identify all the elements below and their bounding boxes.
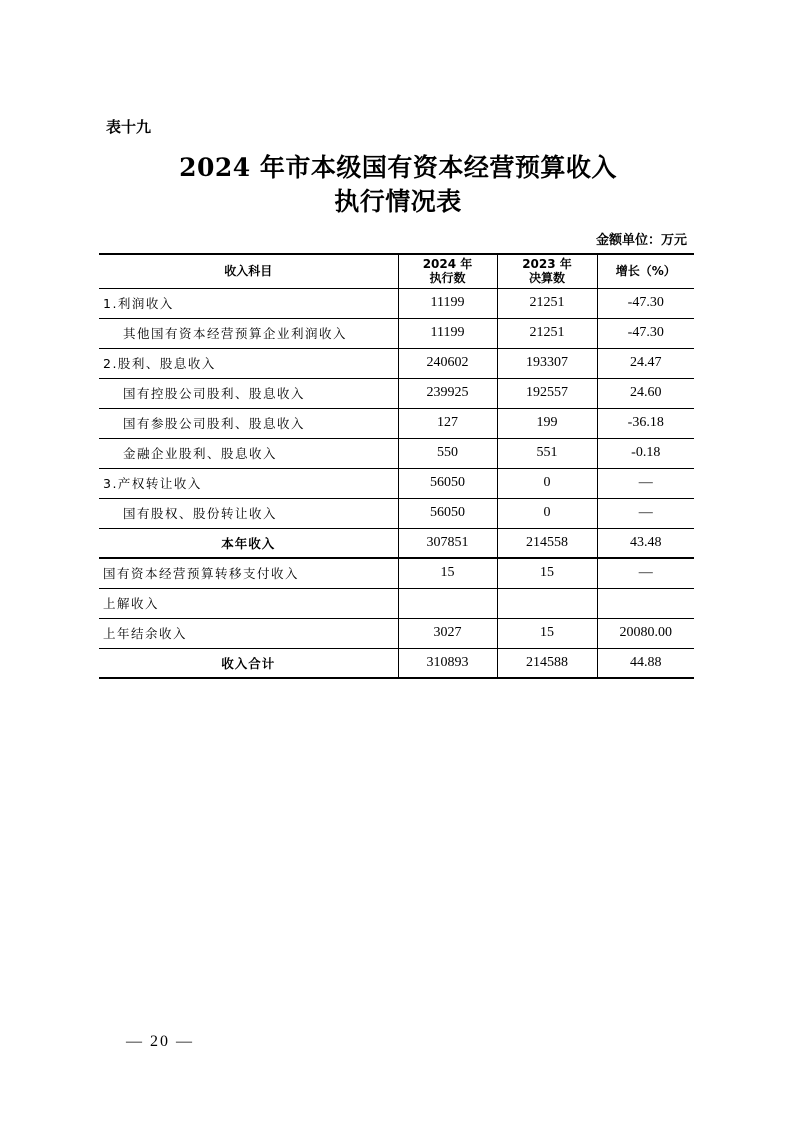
row-name: 收入合计 <box>99 648 398 678</box>
row-growth: 24.47 <box>597 348 694 378</box>
table-row <box>99 558 694 588</box>
row-growth: -47.30 <box>597 288 694 318</box>
header-exec-2024-label: 执行数 <box>429 271 466 286</box>
table-label: 表十九 <box>106 118 152 136</box>
row-2023: 15 <box>497 558 597 588</box>
row-2023: 199 <box>497 408 597 438</box>
row-2023: 214588 <box>497 648 597 678</box>
row-2023: 0 <box>497 468 597 498</box>
row-name: 国有参股公司股利、股息收入 <box>99 408 398 438</box>
table-row-total <box>99 648 694 678</box>
row-growth: — <box>597 468 694 498</box>
page-title-line2: 执行情况表 <box>334 187 462 216</box>
header-exec-2024 <box>398 254 497 288</box>
page-title: 2024 年市本级国有资本经营预算收入 <box>179 153 617 182</box>
row-2024: 239925 <box>398 378 497 408</box>
row-2024: 11199 <box>398 318 497 348</box>
row-2024: 127 <box>398 408 497 438</box>
table-row <box>99 468 694 498</box>
row-growth: -47.30 <box>597 318 694 348</box>
row-name: 1.利润收入 <box>99 288 398 318</box>
row-2024: 11199 <box>398 288 497 318</box>
row-2023: 21251 <box>497 318 597 348</box>
row-2023: 21251 <box>497 288 597 318</box>
row-name: 其他国有资本经营预算企业利润收入 <box>99 318 398 348</box>
table-row <box>99 588 694 618</box>
row-growth: 44.88 <box>597 648 694 678</box>
row-name: 本年收入 <box>99 528 398 558</box>
row-2023: 15 <box>497 618 597 648</box>
revenue-table <box>99 253 694 679</box>
row-2024: 56050 <box>398 498 497 528</box>
row-growth <box>597 588 694 618</box>
row-2024: 310893 <box>398 648 497 678</box>
table-header-row <box>99 254 694 288</box>
header-exec-2024-year: 2024 年 <box>422 257 473 272</box>
table-row <box>99 618 694 648</box>
unit-note: 金额单位：万元 <box>595 233 687 248</box>
row-2023: 0 <box>497 498 597 528</box>
row-growth: 24.60 <box>597 378 694 408</box>
header-final-2023-year: 2023 年 <box>522 257 572 272</box>
row-name: 金融企业股利、股息收入 <box>99 438 398 468</box>
table-row <box>99 408 694 438</box>
row-2024: 307851 <box>398 528 497 558</box>
row-2023 <box>497 588 597 618</box>
table-row <box>99 378 694 408</box>
row-2023: 214558 <box>497 528 597 558</box>
page-number: — 20 — <box>126 1033 194 1050</box>
table-row-subtotal <box>99 528 694 558</box>
row-name: 国有股权、股份转让收入 <box>99 498 398 528</box>
row-growth: — <box>597 558 694 588</box>
row-growth: -36.18 <box>597 408 694 438</box>
table-row <box>99 438 694 468</box>
row-growth: 20080.00 <box>597 618 694 648</box>
row-2024: 550 <box>398 438 497 468</box>
row-growth: -0.18 <box>597 438 694 468</box>
header-growth: 增长（%） <box>597 254 694 288</box>
row-2024 <box>398 588 497 618</box>
header-item: 收入科目 <box>99 254 398 288</box>
row-name: 上年结余收入 <box>99 618 398 648</box>
row-2024: 3027 <box>398 618 497 648</box>
table-row <box>99 318 694 348</box>
row-name: 国有资本经营预算转移支付收入 <box>99 558 398 588</box>
row-growth: 43.48 <box>597 528 694 558</box>
table-row <box>99 348 694 378</box>
row-2024: 15 <box>398 558 497 588</box>
row-2023: 193307 <box>497 348 597 378</box>
row-2024: 56050 <box>398 468 497 498</box>
header-final-2023-label: 决算数 <box>528 271 565 286</box>
table-row <box>99 498 694 528</box>
row-name: 国有控股公司股利、股息收入 <box>99 378 398 408</box>
row-name: 上解收入 <box>99 588 398 618</box>
row-name: 3.产权转让收入 <box>99 468 398 498</box>
row-2023: 192557 <box>497 378 597 408</box>
table-row <box>99 288 694 318</box>
row-2024: 240602 <box>398 348 497 378</box>
row-2023: 551 <box>497 438 597 468</box>
header-final-2023 <box>497 254 597 288</box>
row-name: 2.股利、股息收入 <box>99 348 398 378</box>
row-growth: — <box>597 498 694 528</box>
